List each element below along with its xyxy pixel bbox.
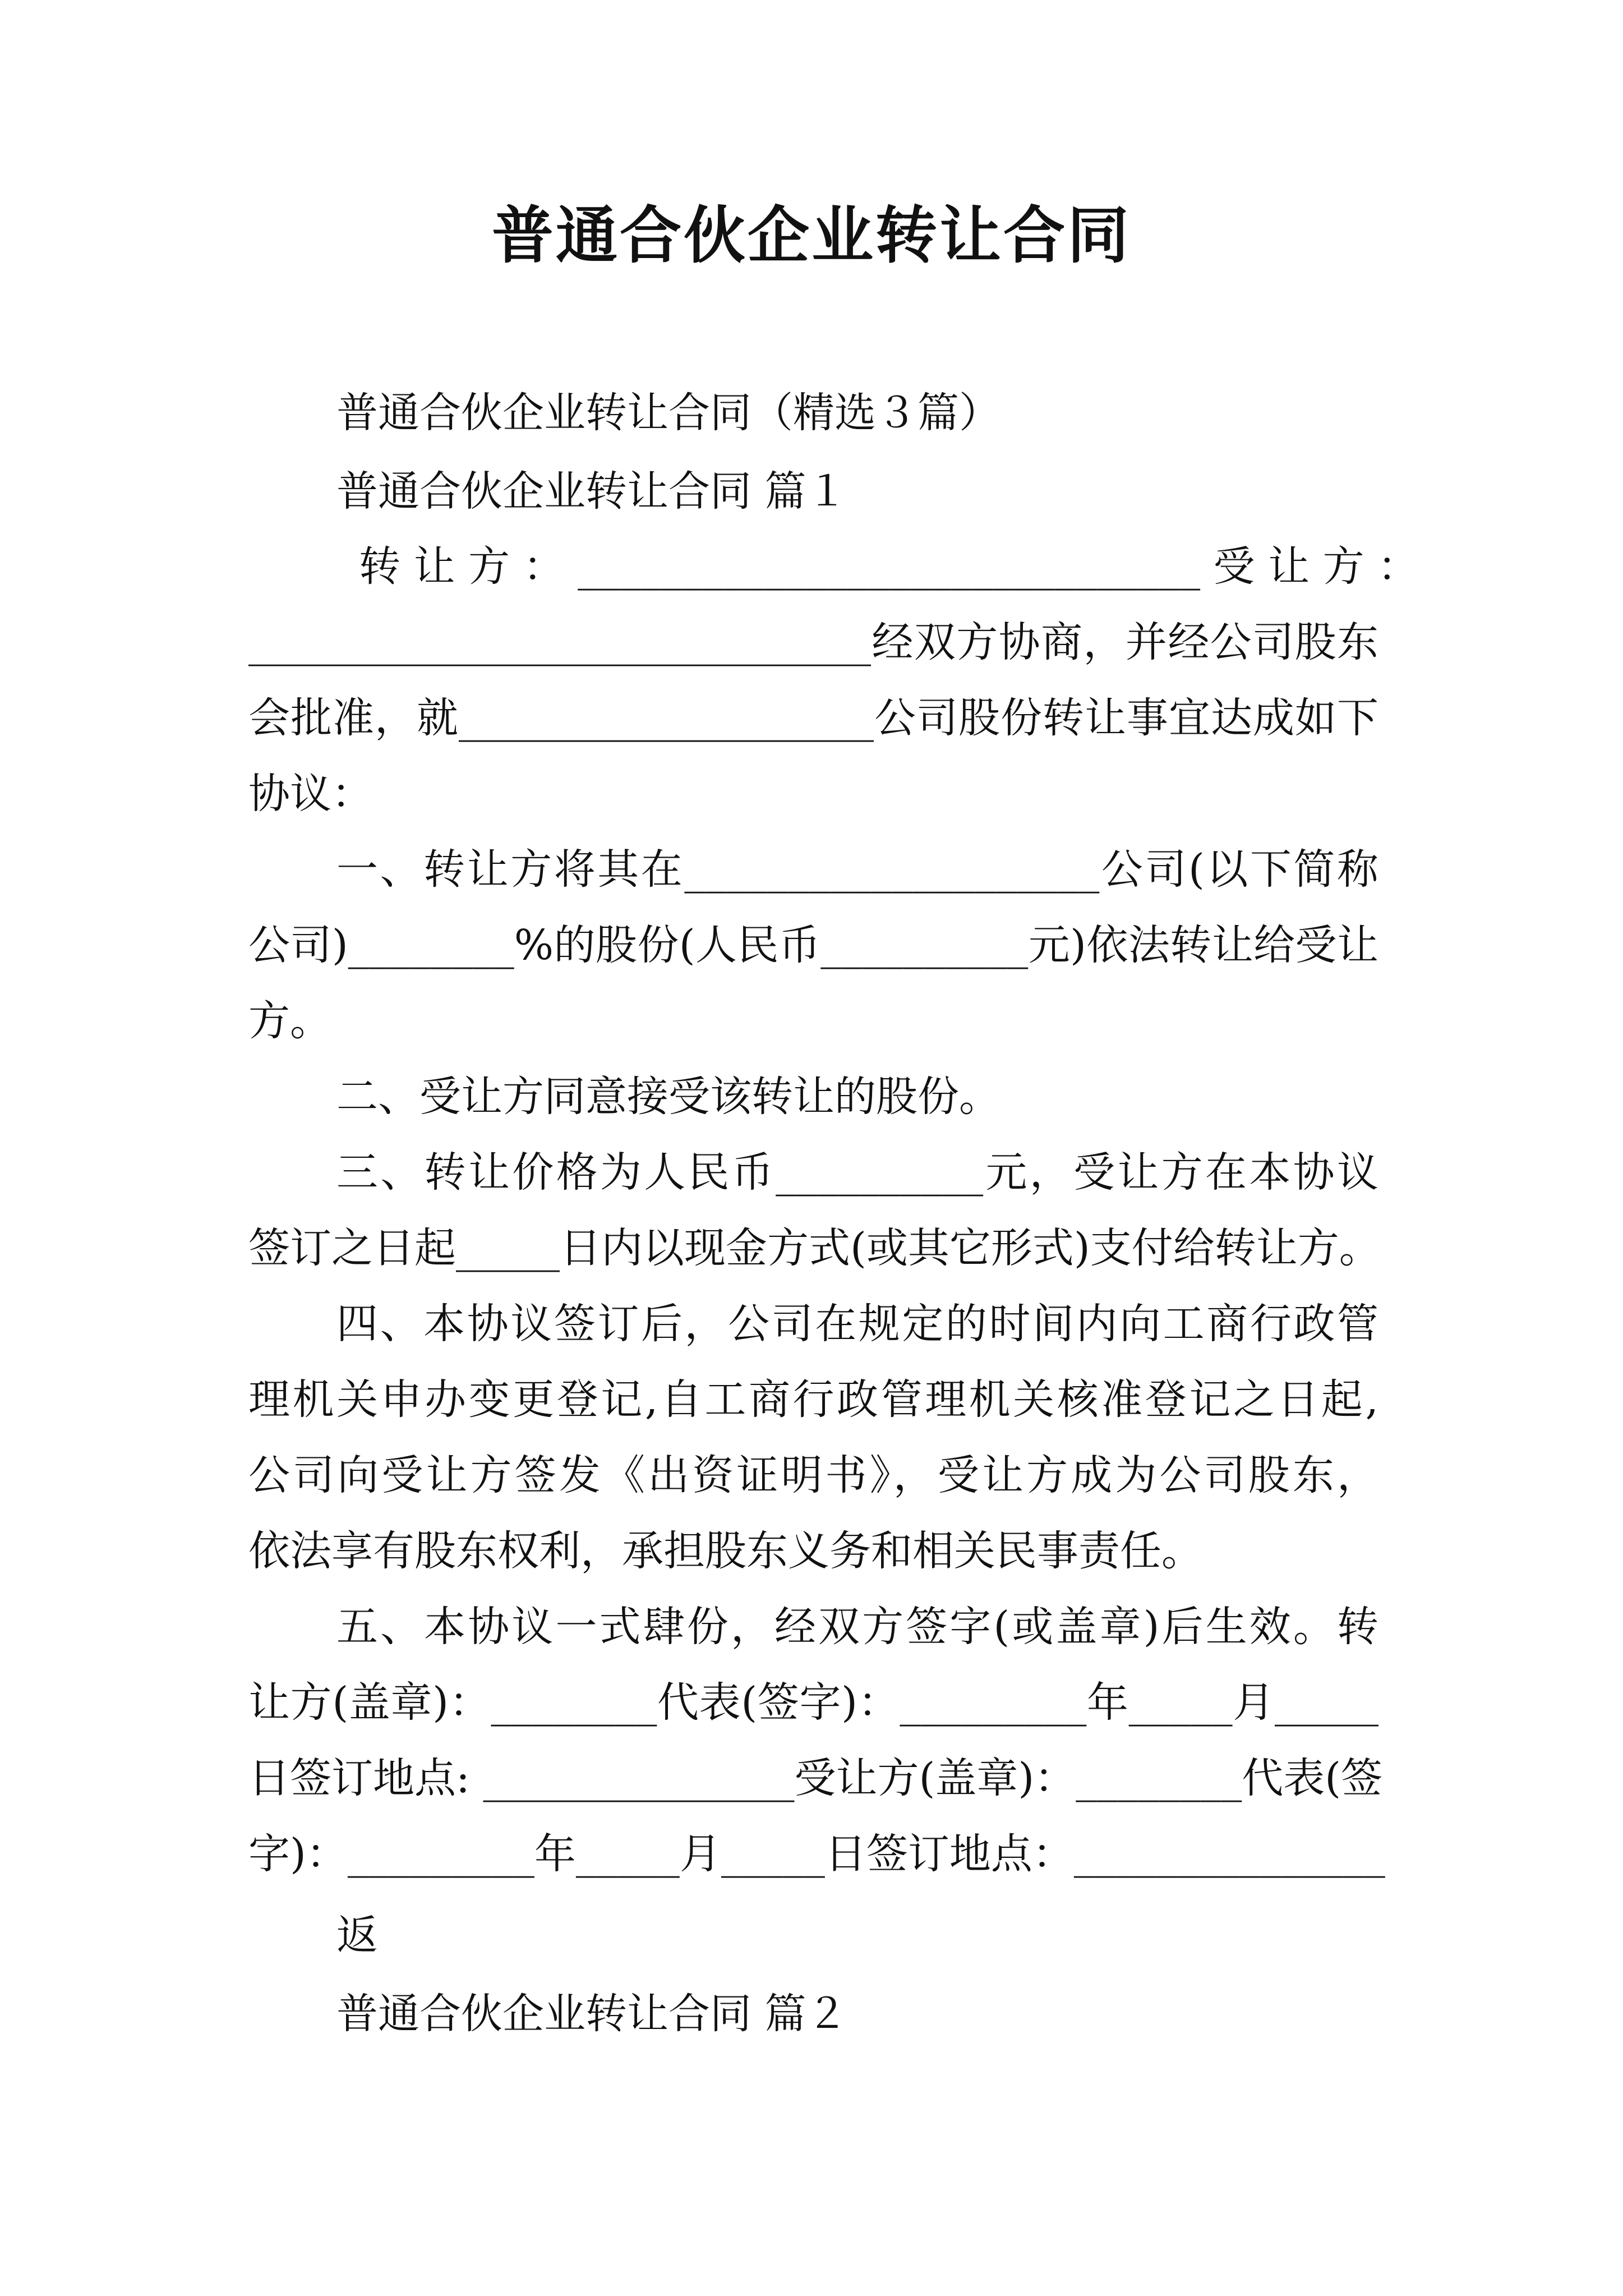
clause-1: 一、转让方将其在____________________公司(以下简称 (336, 845, 1378, 894)
signature-line: 让方(盖章)：________代表(签字)：_________年_____月_____ (248, 1678, 1378, 1727)
collection-heading: 普通合伙企业转让合同（精选３篇） (336, 389, 1000, 437)
body-line: 公司向受让方签发《出资证明书》，受让方成为公司股东， (248, 1451, 1378, 1499)
body-line: ______________________________经双方协商，并经公司股东 (248, 618, 1378, 666)
body-line: 公司)________%的股份(人民币__________元)依法转让给受让 (248, 921, 1378, 969)
document-title: 普通合伙企业转让合同 (492, 199, 1131, 272)
clause-4: 四、本协议签订后，公司在规定的时间内向工商行政管 (336, 1300, 1378, 1348)
clause-5: 五、本协议一式肆份，经双方签字(或盖章)后生效。转 (336, 1603, 1378, 1651)
parties-line: 转 让 方 ： ______________________________ 受 让 方 ： (359, 542, 1419, 591)
body-line: 方。 (248, 997, 331, 1045)
return-link[interactable]: 返 (336, 1911, 378, 1959)
body-line: 理机关申办变更登记,自工商行政管理机关核准登记之日起, (248, 1375, 1378, 1424)
body-line: 协议： (248, 770, 373, 818)
signature-line: 字)：_________年_____月_____日签订地点：_______________ (248, 1830, 1385, 1878)
clause-2: 二、受让方同意接受该转让的股份。 (336, 1073, 1000, 1121)
body-line: 会批准，就____________________公司股份转让事宜达成如下 (248, 694, 1378, 742)
signature-line: 日签订地点: _______________受让方(盖章)：________代表(签 (248, 1754, 1383, 1802)
body-line: 签订之日起_____日内以现金方式(或其它形式)支付给转让方。 (248, 1224, 1381, 1272)
section-heading-2: 普通合伙企业转让合同 篇２ (336, 1990, 848, 2038)
clause-3: 三、转让价格为人民币__________元，受让方在本协议 (336, 1148, 1378, 1197)
section-heading-1: 普通合伙企业转让合同 篇１ (336, 467, 848, 516)
body-line: 依法享有股东权利，承担股东义务和相关民事责任。 (248, 1527, 1203, 1575)
